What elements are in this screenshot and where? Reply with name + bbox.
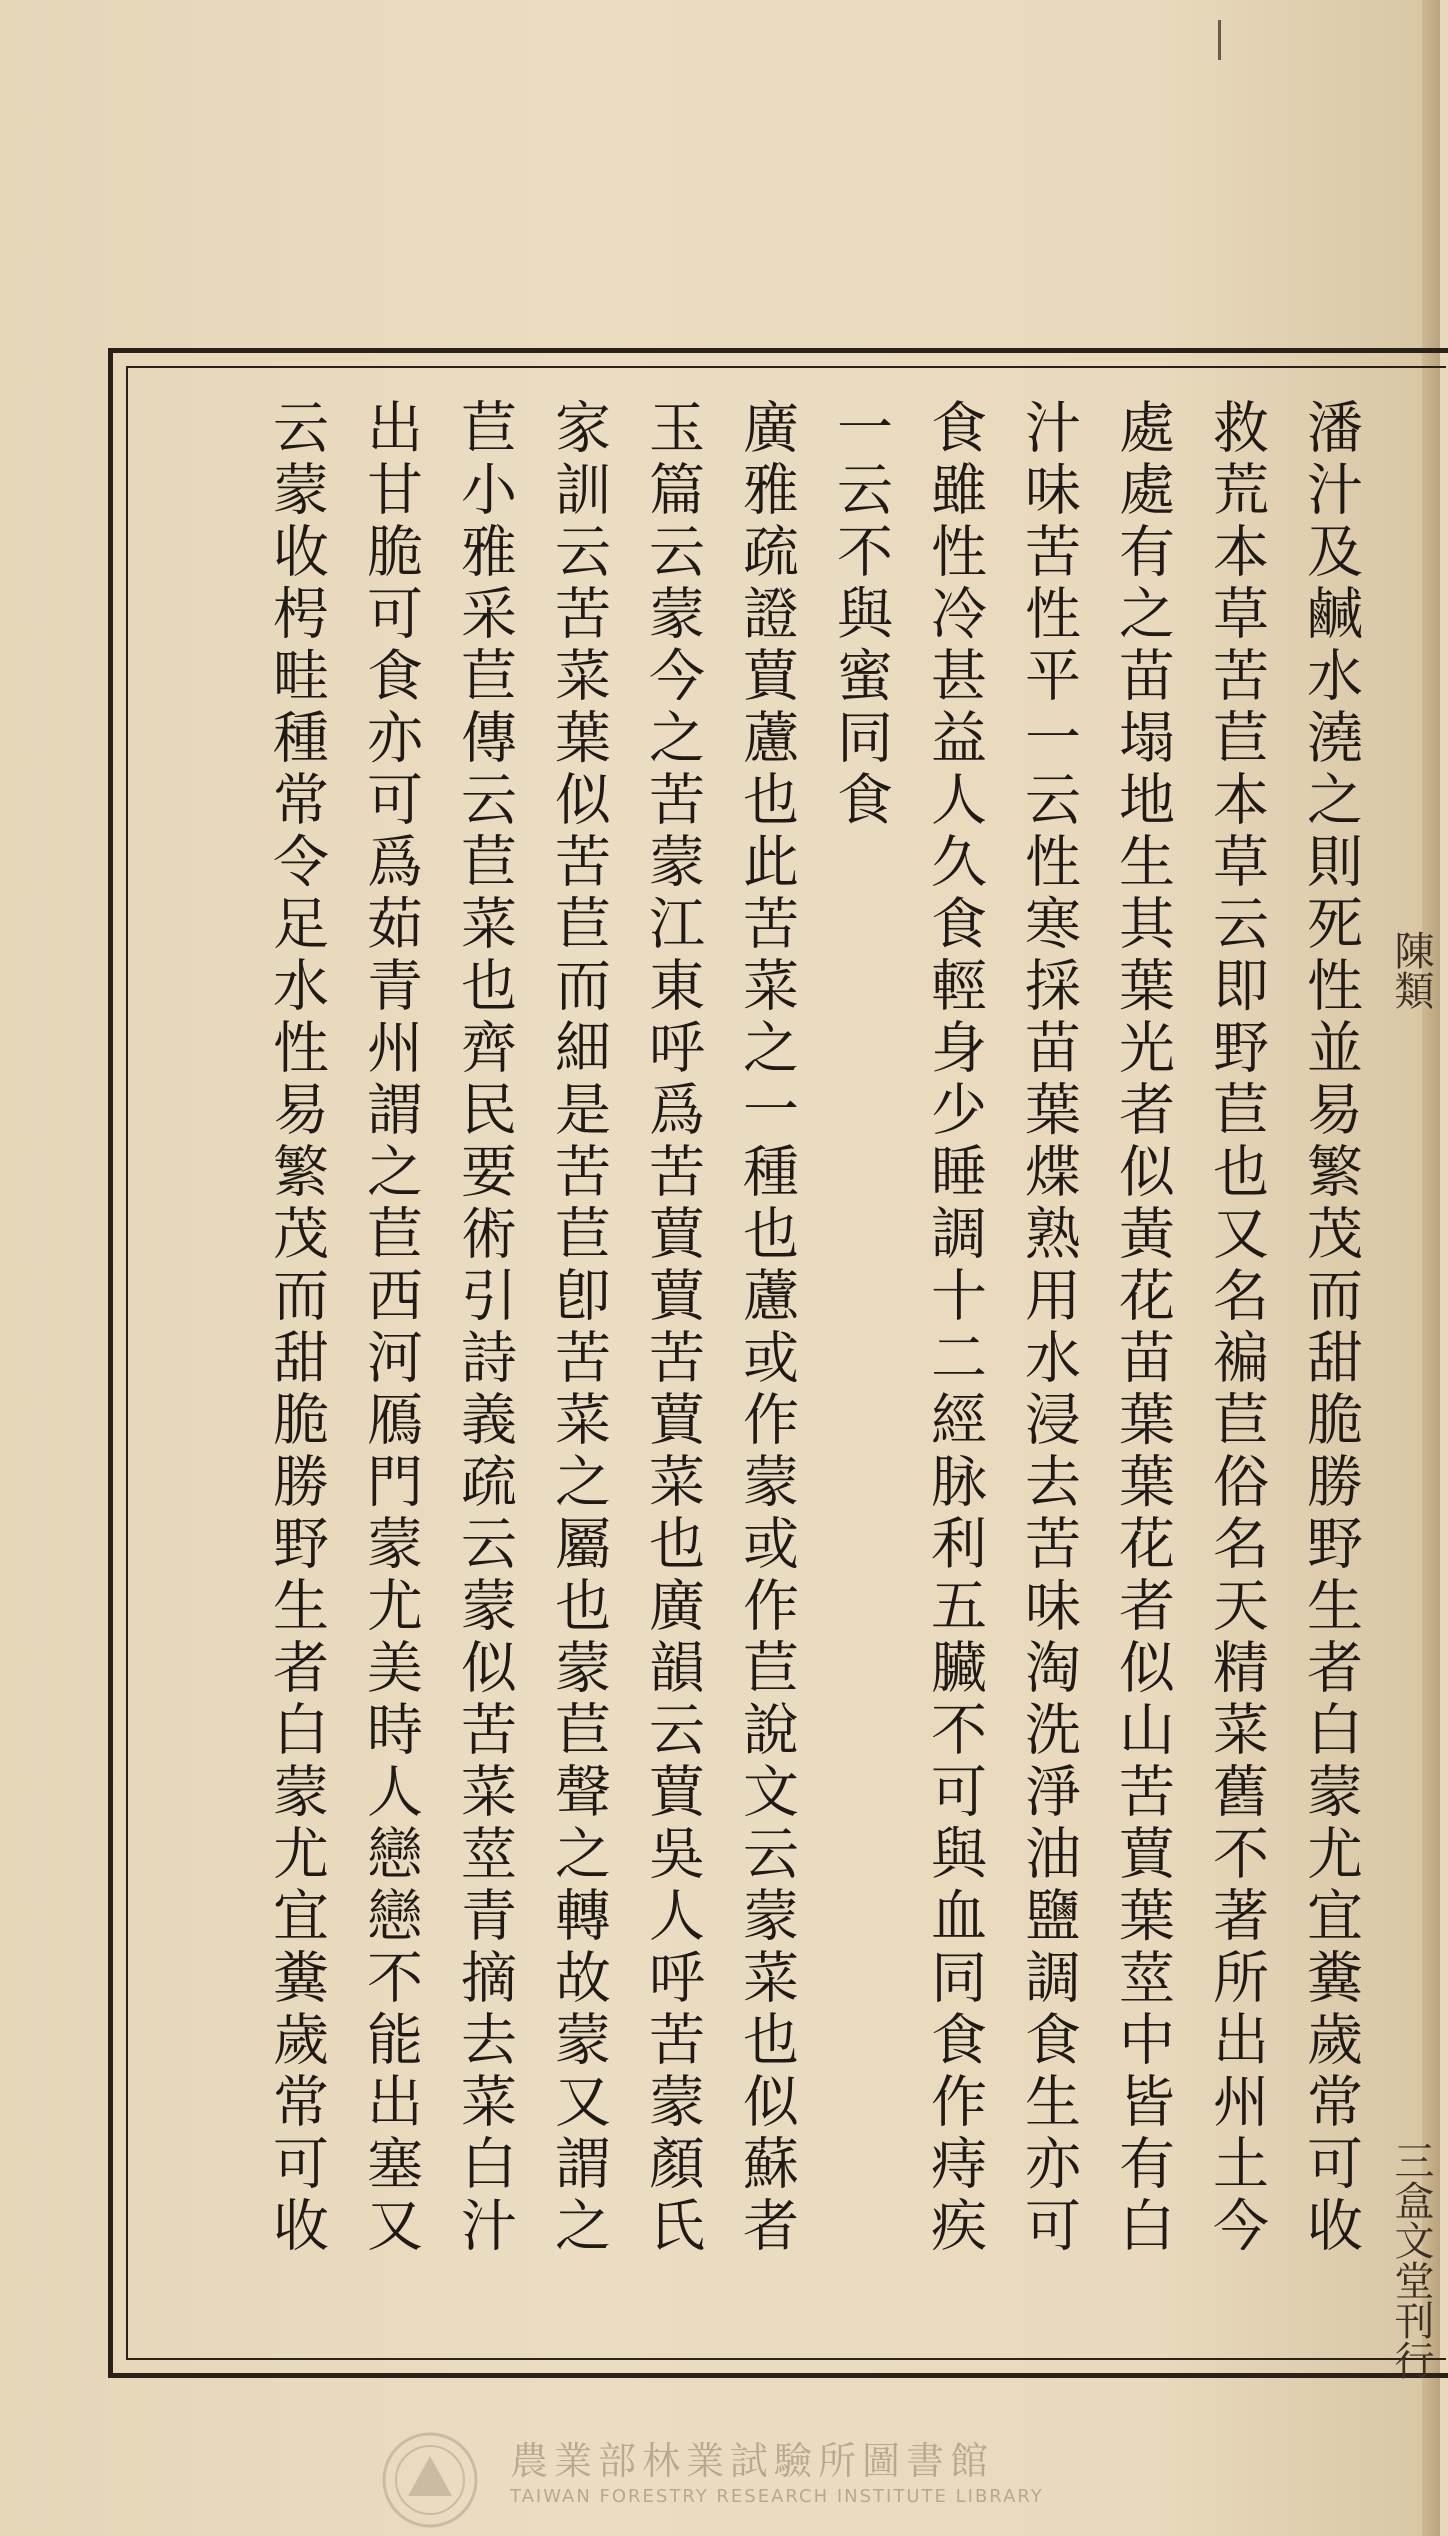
text-column-3: 處處有之苗塌地生其葉光者似黃花苗葉葉花者似山苦蕒葉莖中皆有白 xyxy=(1110,398,1175,2258)
text-column-6: 一云不與蜜同食 xyxy=(828,398,893,832)
library-name-cn: 農業部林業試驗所圖書館 xyxy=(510,2439,995,2483)
text-column-1: 潘汁及鹹水澆之則死性並易繁茂而甜脆勝野生者白蒙尤宜糞歲常可收 xyxy=(1298,398,1363,2258)
text-column-2: 救荒本草苦苣本草云即野苣也又名褊苣俗名天精菜舊不著所出州土今 xyxy=(1204,398,1269,2258)
library-seal-icon xyxy=(380,2430,480,2530)
margin-label-top: 陳類 xyxy=(1388,930,1434,1010)
library-watermark xyxy=(380,2430,1140,2520)
margin-tick-mark xyxy=(1218,20,1221,60)
text-column-4: 汁味苦性平一云性寒採苗葉煠熟用水浸去苦味淘洗淨油鹽調食生亦可 xyxy=(1016,398,1081,2258)
text-column-5: 食雖性冷甚益人久食輕身少睡調十二經脉利五臟不可與血同食作痔疾 xyxy=(922,398,987,2258)
text-column-8: 玉篇云蒙今之苦蒙江東呼爲苦蕒蕒苦蕒菜也廣韻云蕒吳人呼苦蒙顏氏 xyxy=(640,398,705,2258)
main-text xyxy=(170,398,1370,2338)
text-column-10: 苣小雅采苣傳云苣菜也齊民要術引詩義疏云蒙似苦菜莖青摘去菜白汁 xyxy=(452,398,517,2258)
text-column-12: 云蒙收枵畦種常令足水性易繁茂而甜脆勝野生者白蒙尤宜糞歲常可收 xyxy=(264,398,329,2258)
text-column-7: 廣雅疏證蕒藘也此苦菜之一種也藘或作蒙或作苣說文云蒙菜也似蘇者 xyxy=(734,398,799,2258)
text-column-9: 家訓云苦菜葉似苦苣而細是苦苣卽苦菜之屬也蒙苣聲之轉故蒙又謂之 xyxy=(546,398,611,2258)
text-column-11: 出甘脆可食亦可爲茹青州謂之苣西河鴈門蒙尤美時人戀戀不能出塞又 xyxy=(358,398,423,2258)
margin-label-bottom: 三盒文堂刊行 xyxy=(1388,2140,1434,2380)
library-name-en: TAIWAN FORESTRY RESEARCH INSTITUTE LIBRARY xyxy=(510,2486,1044,2507)
